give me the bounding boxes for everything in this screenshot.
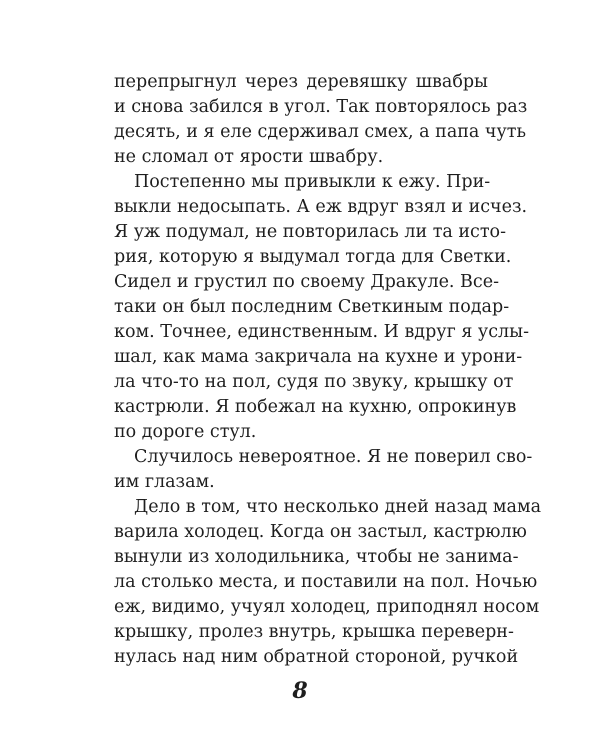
text-line: ла что-то на пол, судя по звуку, крышку от xyxy=(114,372,514,392)
text-line: таки он был последним Светкиным подар- xyxy=(114,297,510,317)
text-line: Сидел и грустил по своему Дракуле. Все- xyxy=(114,272,499,292)
text-line: вынули из холодильника, чтобы не занима- xyxy=(114,547,519,567)
text-line: выкли недосыпать. А еж вдруг взял и исчез. xyxy=(114,197,528,217)
text-line: перепрыгнул через деревяшку швабры xyxy=(114,72,488,92)
text-line: крышку, пролез внутрь, крышка переверн- xyxy=(114,622,514,642)
text-line: варила холодец. Когда он застыл, кастрюлю xyxy=(114,522,527,542)
text-line: ком. Точнее, единственным. И вдруг я услы- xyxy=(114,322,529,342)
text-line: Я уж подумал, не повторилась ли та исто- xyxy=(114,222,506,242)
text-line: нулась над ним обратной стороной, ручкой xyxy=(114,647,519,667)
text-line: ла столько места, и поставили на пол. Ночью xyxy=(114,572,538,592)
text-line: еж, видимо, учуял холодец, приподнял носом xyxy=(114,597,540,617)
text-line: рия, которую я выдумал тогда для Светки. xyxy=(114,247,512,267)
page-number: 8 xyxy=(292,678,308,704)
text-line: десять, и я еле сдерживал смех, а папа чуть xyxy=(114,122,526,142)
text-line: Дело в том, что несколько дней назад мама xyxy=(134,497,542,517)
text-line: Случилось невероятное. Я не поверил сво- xyxy=(134,447,533,467)
text-line: кастрюли. Я побежал на кухню, опрокинув xyxy=(114,397,517,417)
text-line: шал, как мама закричала на кухне и урони- xyxy=(114,347,523,367)
text-line: по дороге стул. xyxy=(114,422,257,442)
text-line: и снова забился в угол. Так повторялось раз xyxy=(114,97,528,117)
text-line: им глазам. xyxy=(114,472,215,492)
text-line: не сломал от ярости швабру. xyxy=(114,147,384,167)
text-line: Постепенно мы привыкли к ежу. При- xyxy=(134,172,491,192)
